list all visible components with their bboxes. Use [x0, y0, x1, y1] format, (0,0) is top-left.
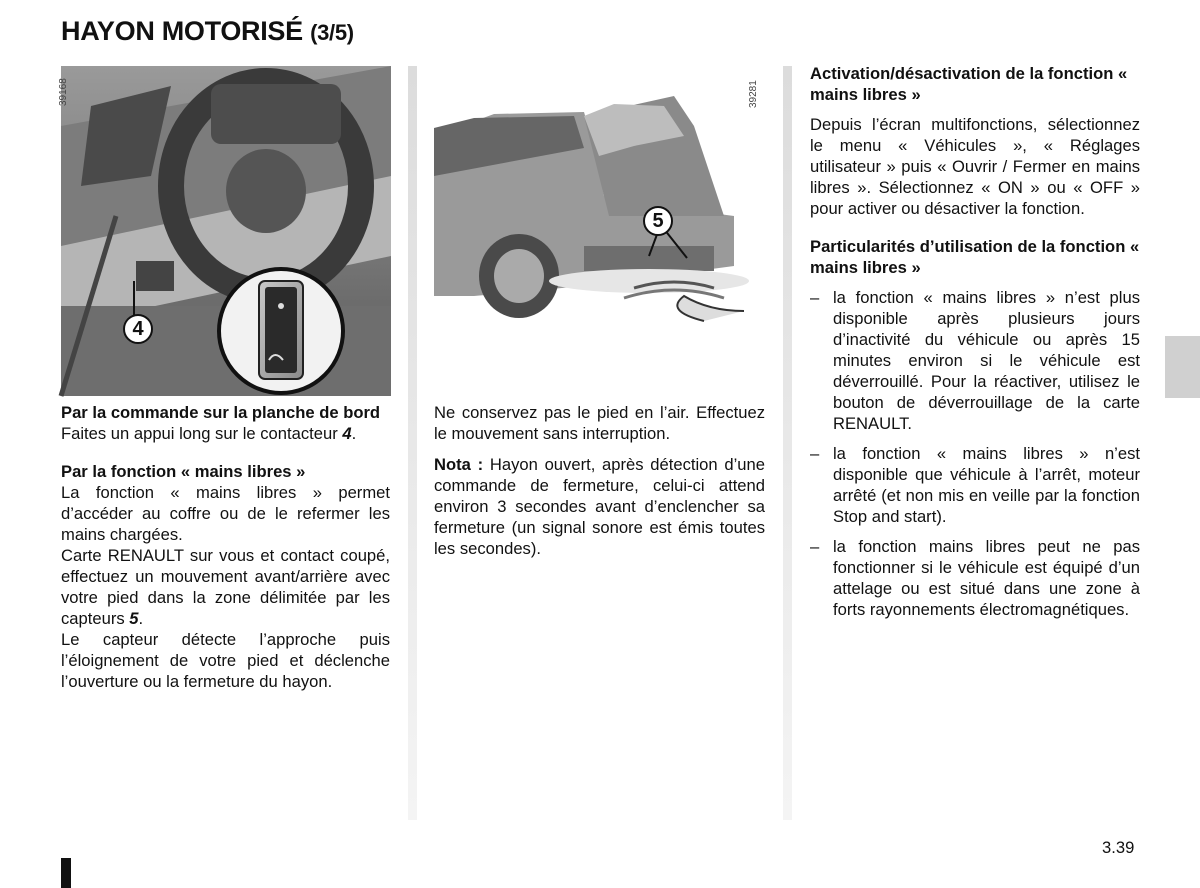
section-particularities: [810, 236, 1140, 620]
section-heading: Par la fonction « mains libres »: [61, 462, 306, 481]
paragraph: La fonction « mains libres » permet d’accéder au coffre ou de le refermer les mains chargées.: [61, 483, 390, 544]
section-heading: Particularités d’utilisation de la fonction « mains libres »: [810, 237, 1140, 277]
list-item: – la fonction « mains libres » n’est disponible que véhicule à l’arrêt, moteur arrêté (et non mis en veille par la fonction Stop and start).: [810, 444, 1140, 526]
section-dashboard-control: [61, 402, 390, 444]
paragraph: Le capteur détecte l’approche puis l’éloignement de votre pied et déclenche l’ouverture ou la fermeture du hayon.: [61, 630, 390, 691]
paragraph: Ne conservez pas le pied en l’air. Effectuez le mouvement sans interruption.: [434, 403, 765, 443]
section-activation: [810, 63, 1140, 219]
column-divider-left: [408, 66, 417, 820]
middle-column: [434, 402, 765, 559]
dashboard-figure: [58, 66, 391, 396]
section-heading: Par la commande sur la planche de bord: [61, 403, 381, 422]
page-title: HAYON MOTORISÉ (3/5): [61, 16, 354, 46]
car-rear-figure: [434, 66, 766, 336]
paragraph: Depuis l’écran multifonctions, sélectionnez le menu « Véhicules », « Réglages utilisateur » puis « Ouvrir / Fermer en mains libres ». Sélectionnez « ON » ou « OFF » pour activer ou désactiver la fonction.: [810, 115, 1140, 218]
paragraph: Faites un appui long sur le contacteur 4.: [61, 424, 357, 443]
paragraph: Carte RENAULT sur vous et contact coupé, effectuez un mouvement avant/arrière avec votre pied dans la zone délimitée par les capteurs 5.: [61, 546, 390, 628]
right-column: [810, 63, 1140, 629]
page-marker: [61, 858, 71, 888]
callout-4: 4: [123, 314, 153, 344]
particularities-list: [810, 287, 1140, 620]
list-item: – la fonction « mains libres » n’est plus disponible après plusieurs jours d’inactivité du véhicule ou après 15 minutes environ si le véhicule est déverrouillé. Pour la réactiver, utilisez le bouton de déverrouillage de la carte RENAULT.: [810, 288, 1140, 433]
section-hands-free: [61, 461, 390, 692]
callout-5: 5: [643, 206, 673, 236]
column-divider-right: [783, 66, 792, 820]
page-number: 3.39: [1102, 838, 1135, 857]
nota-paragraph: Nota : Hayon ouvert, après détection d’une commande de fermeture, celui-ci attend environ 3 secondes avant d’enclencher sa fermeture (un signal sonore est émis toutes les secondes).: [434, 455, 765, 558]
figure-id: 39168: [58, 78, 69, 106]
chapter-tab: [1165, 336, 1200, 398]
figure-id: 39281: [748, 80, 759, 108]
section-heading: Activation/désactivation de la fonction « mains libres »: [810, 64, 1128, 104]
left-column: [61, 402, 390, 709]
list-item: – la fonction mains libres peut ne pas fonctionner si le véhicule est équipé d’un attelage ou est situé dans une zone à forts rayonnements électromagnétiques.: [810, 537, 1140, 619]
